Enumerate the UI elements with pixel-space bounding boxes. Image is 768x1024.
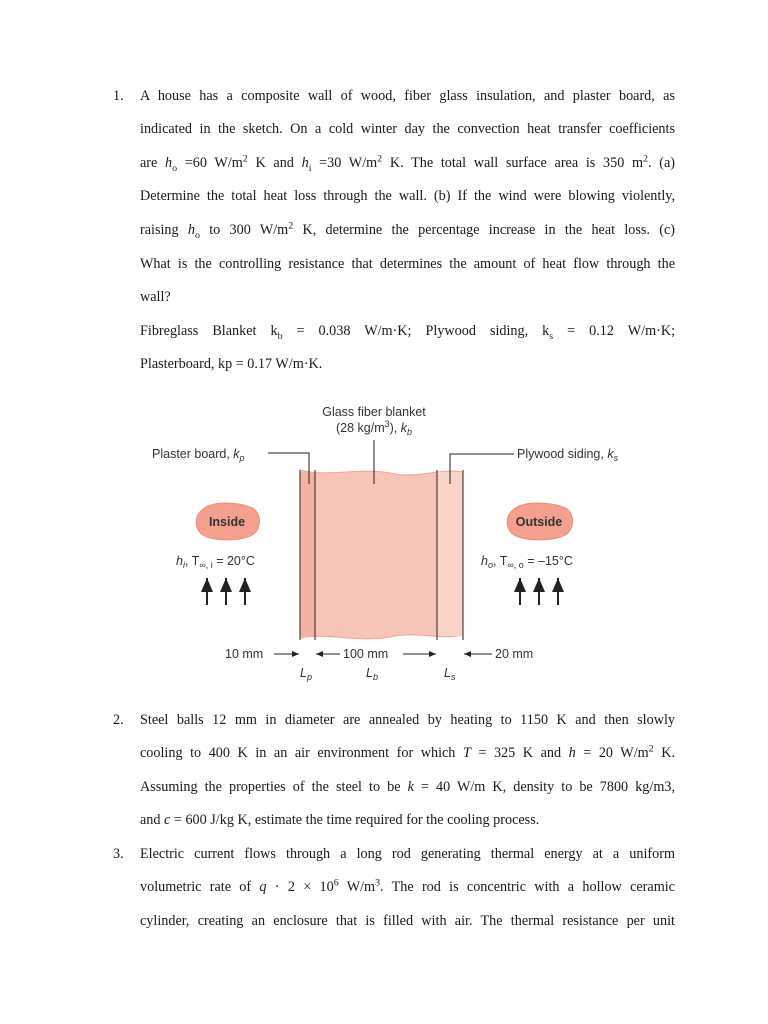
problem-text-line: raising $h_o$ to 300 $W/m^2$ K, determine the percentage increase in the heat loss. (c) (140, 220, 675, 241)
outside-flow-arrows (520, 578, 558, 605)
problem-text-line: cooling to 400 K in an air environment for which T = 325 K and h = 20 $W/m^2$ K. (140, 743, 676, 761)
problem-text-line: and c = 600 J/kg K, estimate the time required for the cooling process. (140, 812, 540, 828)
problem-text-line: cylinder, creating an enclosure that is filled with air. The thermal resistance per unit (140, 913, 675, 929)
plaster-board-layer (300, 472, 315, 636)
plaster-board-label: Plaster board, $k_p$ (152, 447, 245, 463)
material-properties-line: Fibreglass Blanket $k_b = 0.038$ W/m·K; Plywood siding, $k_s = 0.12$ W/m·K; (140, 323, 676, 342)
problem-text-line: indicated in the sketch. On a cold winter day the convection heat transfer coefficients (140, 121, 675, 137)
dimension-100mm: 100 mm (343, 647, 389, 661)
inside-label: Inside (208, 515, 246, 529)
glass-fiber-label: Glass fiber blanket (322, 405, 426, 419)
inside-flow-arrows (207, 578, 245, 605)
dimension-10mm: 10 mm (225, 647, 264, 661)
plywood-siding-layer (437, 472, 463, 636)
problem-text-line: Steel balls 12 mm in diameter are annealed by heating to 1150 K and then slowly (140, 712, 675, 728)
problem-number: 1. (113, 88, 124, 104)
problem-text-line: What is the controlling resistance that determines the amount of heat flow through the (140, 256, 675, 272)
thickness-Lb: $L_b$ (366, 666, 378, 682)
problem-text-line: volumetric rate of $q \cdot 2 \times 10^6$ $W/m^3$. The rod is concentric with a hollow ceramic (140, 877, 675, 895)
problem-number: 2. (113, 712, 124, 728)
dimension-20mm: 20 mm (495, 647, 534, 661)
problem-text-line: A house has a composite wall of wood, fiber glass insulation, and plaster board, as (140, 88, 675, 104)
problem-text-line: Assuming the properties of the steel to be k = 40 W/m K, density to be 7800 kg/m3, (140, 779, 676, 795)
glass-fiber-density-label: (28 $kg/m^3$), $k_b$ (335, 419, 413, 437)
thickness-Lp: $L_p$ (300, 666, 312, 682)
thickness-Ls: $L_s$ (444, 666, 456, 682)
problem-text-line: Determine the total heat loss through the wall. (b) If the wind were blowing violently, (140, 188, 675, 204)
inside-conditions: $h_i$, $T_{\infty, i} = 20^\circ C$ (176, 554, 255, 570)
problem-text-line: wall? (140, 289, 171, 305)
problem-text-line: are $h_o =60$ $W/m^2$ K and $h_i =30$ $W/m^2$ K. The total wall surface area is 350 $m^2$. (a) (140, 153, 675, 174)
problem-number: 3. (113, 846, 124, 862)
outside-label: Outside (515, 515, 563, 529)
material-properties-line: Plasterboard, kp = 0.17 W/m·K. (140, 356, 323, 372)
plywood-siding-label: Plywood siding, $k_s$ (517, 447, 619, 463)
outside-conditions: $h_o$, $T_{\infty, o} = -15^\circ C$ (481, 554, 573, 570)
problem-text-line: Electric current flows through a long rod generating thermal energy at a uniform (140, 846, 675, 862)
